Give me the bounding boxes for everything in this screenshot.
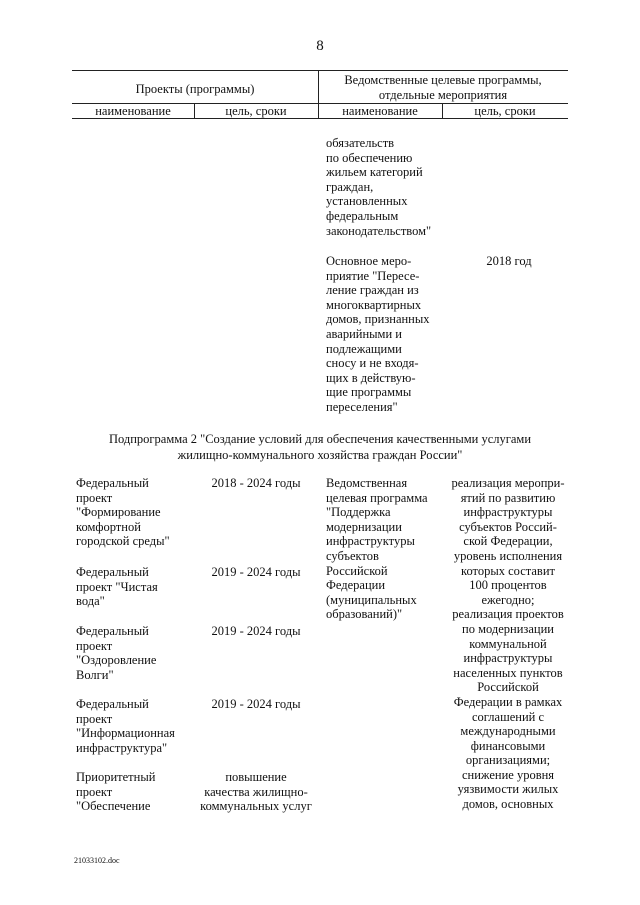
continuation-text: обязательств по обеспечению жильем категорий граждан, установленных федеральным законодательством" bbox=[326, 136, 432, 238]
measure-term: 2018 год bbox=[486, 254, 532, 268]
project-term-4: 2019 - 2024 годы bbox=[211, 697, 301, 711]
page-number: 8 bbox=[316, 38, 324, 54]
project-term-2: 2019 - 2024 годы bbox=[211, 565, 301, 579]
footer-filename: 21033102.doc bbox=[74, 856, 120, 865]
project-term-3: 2019 - 2024 годы bbox=[211, 624, 301, 638]
header-group-departmental: Ведомственные целевые программы, отдельные мероприятия bbox=[344, 73, 542, 102]
header-col-name-2: наименование bbox=[342, 104, 418, 118]
measure-name: Основное меро- приятие "Пересе- ление граждан из многоквартирных домов, признанных аварийными и подлежащими сносу и не входя- щих в действую- щие программы переселения" bbox=[326, 254, 430, 414]
project-name-3: Федеральный проект "Оздоровление Волги" bbox=[76, 624, 157, 682]
header-col-goal-1: цель, сроки bbox=[225, 104, 287, 118]
project-term-5: повышение качества жилищно- коммунальных услуг bbox=[200, 770, 312, 814]
departmental-program-goal: реализация меропри- ятий по развитию инфраструктуры субъектов Россий- ской Федерации, уровень исполнения которых составит 100 процентов ежегодно; реализация проектов по модернизации коммунальной инфраструктуры населенных пунктов Российской Федерации в рамках соглашений с международными финансовыми организациями; снижение уровня уязвимости жилых домов, основных bbox=[451, 476, 565, 812]
subprogram-title: Подпрограмма 2 "Создание условий для обеспечения качественными услугами жилищно-коммунального хозяйства граждан России" bbox=[108, 432, 532, 462]
project-name-1: Федеральный проект "Формирование комфортной городской среды" bbox=[76, 476, 170, 549]
header-col-name-1: наименование bbox=[95, 104, 171, 118]
project-name-5: Приоритетный проект "Обеспечение bbox=[76, 770, 156, 814]
header-col-goal-2: цель, сроки bbox=[474, 104, 536, 118]
project-name-2: Федеральный проект "Чистая вода" bbox=[76, 565, 158, 609]
project-term-1: 2018 - 2024 годы bbox=[211, 476, 301, 490]
header-group-projects: Проекты (программы) bbox=[135, 82, 255, 96]
project-name-4: Федеральный проект "Информационная инфраструктура" bbox=[76, 697, 175, 755]
header-top-rule bbox=[72, 70, 568, 71]
departmental-program-name: Ведомственная целевая программа "Поддержка модернизации инфраструктуры субъектов Российской Федерации (муниципальных образований)" bbox=[326, 476, 428, 622]
